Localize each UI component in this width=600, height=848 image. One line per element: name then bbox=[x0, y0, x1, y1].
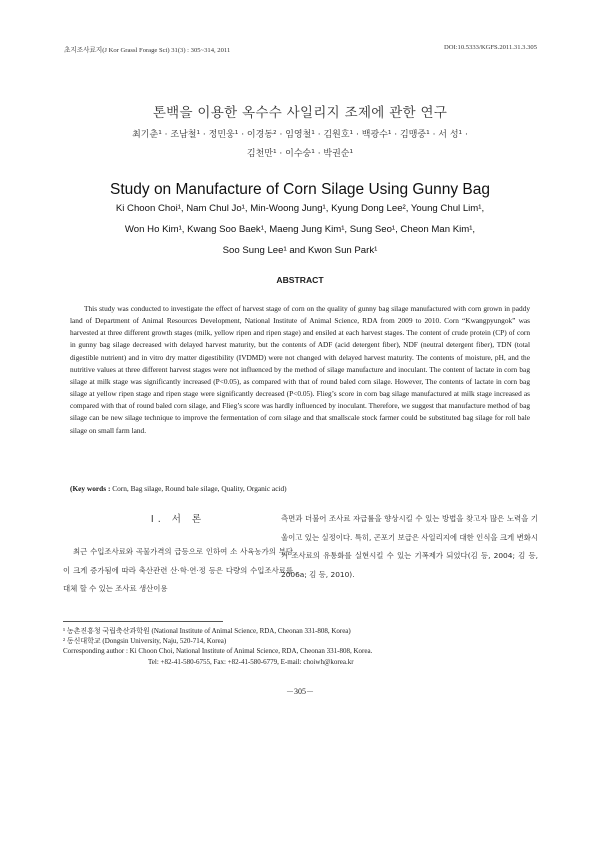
abstract-heading: ABSTRACT bbox=[276, 275, 324, 285]
page-number: －305－ bbox=[286, 687, 314, 696]
journal-citation: 초지조사료지(J Kor Grassl Forage Sci) 31(3) : 305~314, 2011 bbox=[64, 47, 231, 54]
english-authors-line3: Soo Sung Lee¹ and Kwon Sun Park¹ bbox=[222, 245, 378, 256]
keywords bbox=[70, 484, 530, 493]
footnote-affiliation-2: ² 동신대학교 (Dongsin University, Naju, 520-714, Korea) bbox=[63, 637, 227, 645]
english-authors-line1: Ki Choon Choi¹, Nam Chul Jo¹, Min-Woong Jung¹, Kyung Dong Lee², Young Chul Lim¹, bbox=[115, 203, 485, 214]
footnote-divider bbox=[63, 621, 223, 622]
korean-authors-line1: 최기춘¹ · 조남철¹ · 정민웅¹ · 이경동² · 임영철¹ · 김원호¹ · 백광수¹ · 김맹중¹ · 서 성¹ · bbox=[132, 130, 468, 140]
korean-title: 톤백을 이용한 옥수수 사일리지 조제에 관한 연구 bbox=[152, 105, 448, 121]
intro-left-column: 최근 수입조사료와 곡물가격의 급등으로 인하여 소 사육농가의 부담이 크게 증가됨에 따라 축산관련 산·학·연·정 등은 다량의 수입조사료를 대체 할 수 있는 조사료 생산이용 bbox=[63, 547, 293, 594]
doi: DOI:10.5333/KGFS.2011.31.3.305 bbox=[444, 44, 537, 51]
korean-authors-line2: 김천만¹ · 이수숭¹ · 박권순¹ bbox=[246, 149, 354, 159]
abstract-body: This study was conducted to investigate the effect of harvest stage of corn on the quality of gunny bag silage manufactured with corn grown in paddy land of Department of Animal Resources Development, National Institute of Animal Science, RDA from 2009 to 2010. Corn “Kwangpyungok” was harvested at three different growth stages (milk, yellow ripen and ripen stage) and ensiled at each harvest stages. The content of crude protein (CP) of corn in gunny bag silage decreased with delayed harvest maturity, but the contents of ADF (acid detergent fiber), NDF (neutral detergent fiber), TDN (total digestible nutrient) and in vitro dry matter digestibility (IVDMD) were not changed with delayed harvest maturity. The contents of moisture, pH, and the nutritive values at three different harvest stages were not influenced by the method of silage manufacture and inoculant. The content of lactate in corn bag silage at milk stage was significantly increased (P<0.05), as compared with that of round baled corn silage. However, The contents of lactate in corn bag silage at yellow ripen stage and ripen stage were significantly decreased (P<0.05). Flieg’s score in corn bag silage manufactured at milk stage increased as compared with that of round baled corn silage, and Flieg’s score was hardly influenced by inoculant. Therefore, we suggest that manufacture method of bag silage can be new silage technique to improve the fermentation of corn silage and that smallscale stock farmer could be substituted bag silage for roll bale silage on small farm land. bbox=[70, 304, 530, 435]
footnote-affiliation-1: ¹ 농촌진흥청 국립축산과학원 (National Institute of Animal Science, RDA, Cheonan 331-808, Korea) bbox=[63, 627, 351, 635]
keywords-label: (Key words : bbox=[70, 484, 111, 493]
english-title: Study on Manufacture of Corn Silage Using Gunny Bag bbox=[110, 181, 490, 198]
contact-info: Tel: +82-41-580-6755, Fax: +82-41-580-6779, E-mail: choiwh@korea.kr bbox=[148, 658, 354, 666]
english-authors-line2: Won Ho Kim¹, Kwang Soo Baek¹, Maeng Jung Kim¹, Sung Seo¹, Cheon Man Kim¹, bbox=[124, 224, 476, 235]
corresponding-author: Corresponding author : Ki Choon Choi, National Institute of Animal Science, RDA, Cheonan 331-808, Korea. bbox=[63, 647, 373, 655]
keywords-text: Corn, Bag silage, Round bale silage, Quality, Organic acid) bbox=[112, 484, 287, 493]
intro-right-column: 측면과 더불어 조사료 자급률을 향상시킬 수 있는 방법을 찾고자 많은 노력을 기울이고 있는 실정이다. 특히, 곤포기 보급은 사일리지에 대한 인식을 크게 변화시켜 조사료의 유통화를 실현시킬 수 있는 기폭제가 되었다(김 등, 2004; 김 등, 2006a; 김 등, 2010). bbox=[281, 514, 538, 579]
section-heading-introduction: Ⅰ. 서 론 bbox=[150, 514, 206, 525]
